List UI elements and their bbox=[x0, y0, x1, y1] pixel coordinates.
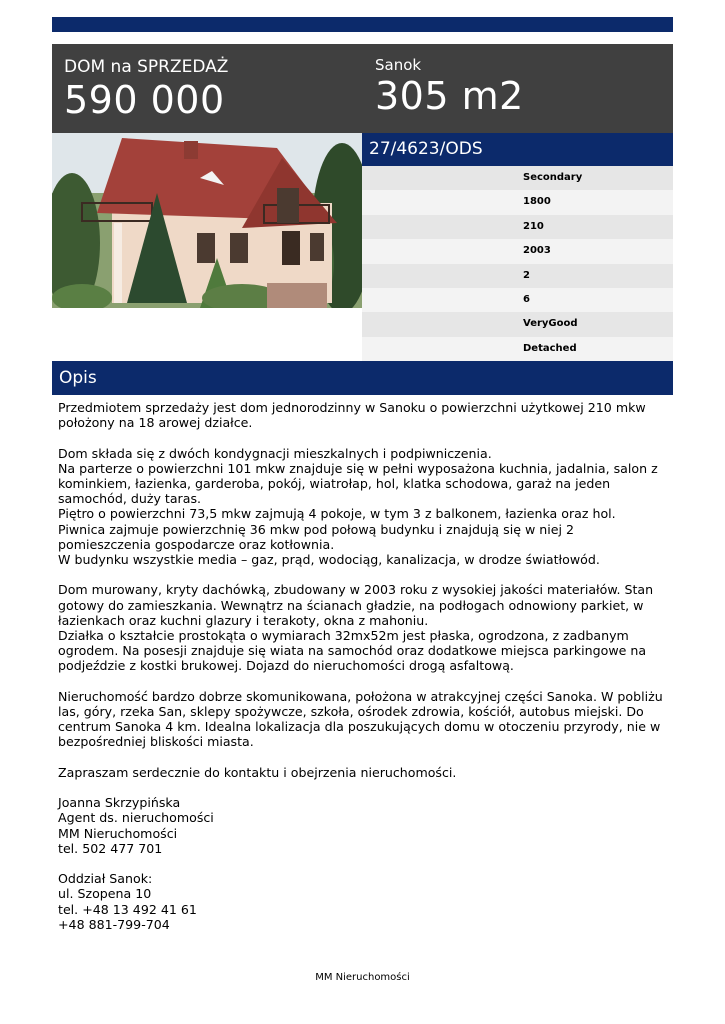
description-line: Na parterze o powierzchni 101 mkw znajduje się w pełni wyposażona kuchnia, jadalnia, salon z kominkiem, łazienka, garderoba, pokój, wiatrołap, hol, klatka schodowa, garaż na jeden samochód, duży taras. bbox=[58, 460, 658, 507]
description-line: W budynku wszystkie media – gaz, prąd, wodociąg, kanalizacja, w drodze światłowód. bbox=[58, 552, 600, 568]
listing-price: 590 000 bbox=[64, 78, 225, 122]
description-line: Działka o kształcie prostokąta o wymiarach 32mx52m jest płaska, ogrodzona, z zadbanym ogrodem. Na posesji znajduje się wiata na samochód oraz dodatkowe miejsca parkingowe na podjeździe z kostki brukowej. Dojazd do nieruchomości drogą asfaltową. bbox=[58, 628, 647, 674]
spec-year-built: 2003 bbox=[362, 239, 673, 263]
description-paragraph bbox=[58, 582, 670, 673]
description-paragraph bbox=[58, 400, 670, 430]
description-line: Piwnica zajmuje powierzchnię 36 mkw pod połową budynku i znajdują się w niej 2 pomieszczenia gospodarcze oraz kotłownia. bbox=[58, 521, 574, 552]
house-photo-image bbox=[52, 133, 362, 308]
description bbox=[58, 400, 670, 947]
description-line: ul. Szopena 10 bbox=[58, 886, 152, 902]
description-line: Dom składa się z dwóch kondygnacji mieszkalnych i podpiwniczenia. bbox=[58, 445, 492, 461]
description-paragraph bbox=[58, 446, 670, 568]
header-left bbox=[64, 56, 228, 122]
house-photo bbox=[52, 133, 362, 308]
description-line: Nieruchomość bardzo dobrze skomunikowana, położona w atrakcyjnej części Sanoka. W pobliżu las, góry, rzeka San, sklepy spożywcze, szkoła, ośrodek zdrowia, kościół, autobus miejski. Do centrum Sanoka 4 km. Idealna lokalizacja dla poszukujących domu w otoczeniu przyrody, nie w bezpośredniej bliskości miasta. bbox=[58, 688, 663, 750]
listing-city: Sanok bbox=[375, 56, 422, 74]
description-line: Piętro o powierzchni 73,5 mkw zajmują 4 pokoje, w tym 3 z balkonem, łazienka oraz hol. bbox=[58, 506, 616, 522]
reference-number: 27/4623/ODS bbox=[362, 133, 673, 166]
spec-condition: VeryGood bbox=[362, 312, 673, 336]
listing-area: 305 m2 bbox=[375, 74, 524, 118]
footer: MM Nieruchomości bbox=[315, 972, 410, 983]
spec-value-5: 6 bbox=[362, 288, 673, 312]
spec-value-1: 1800 bbox=[362, 190, 673, 214]
listing-header bbox=[52, 44, 673, 133]
spec-value-2: 210 bbox=[362, 215, 673, 239]
description-paragraph bbox=[58, 765, 670, 780]
spec-market: Secondary bbox=[362, 166, 673, 190]
description-line: tel. 502 477 701 bbox=[58, 840, 163, 856]
description-line: Przedmiotem sprzedaży jest dom jednorodzinny w Sanoku o powierzchni użytkowej 210 mkw położony na 18 arowej działce. bbox=[58, 400, 646, 431]
spec-building-type: Detached bbox=[362, 337, 673, 361]
description-line: Oddział Sanok: bbox=[58, 871, 153, 887]
description-paragraph bbox=[58, 795, 670, 856]
description-line: Agent ds. nieruchomości bbox=[58, 810, 214, 826]
description-line: Joanna Skrzypińska bbox=[58, 795, 181, 811]
listing-type-label: DOM na SPRZEDAŻ bbox=[64, 57, 229, 77]
specs-table bbox=[362, 166, 673, 361]
header-right bbox=[375, 56, 524, 118]
description-paragraph bbox=[58, 689, 670, 750]
section-title: Opis bbox=[52, 361, 673, 395]
top-accent-bar bbox=[52, 17, 673, 32]
spec-value-4: 2 bbox=[362, 264, 673, 288]
description-line: MM Nieruchomości bbox=[58, 825, 178, 841]
description-line: Dom murowany, kryty dachówką, zbudowany w 2003 roku z wysokiej jakości materiałów. Stan gotowy do zamieszkania. Wewnątrz na ścianach gładzie, na podłogach odnowiony parkiet, w łazienkach oraz kuchni glazury i terakoty, okna z mahoniu. bbox=[58, 582, 654, 628]
description-paragraph bbox=[58, 871, 670, 932]
description-line: tel. +48 13 492 41 61 bbox=[58, 901, 197, 917]
description-line: Zapraszam serdecznie do kontaktu i obejrzenia nieruchomości. bbox=[58, 764, 457, 780]
description-line: +48 881-799-704 bbox=[58, 916, 170, 932]
